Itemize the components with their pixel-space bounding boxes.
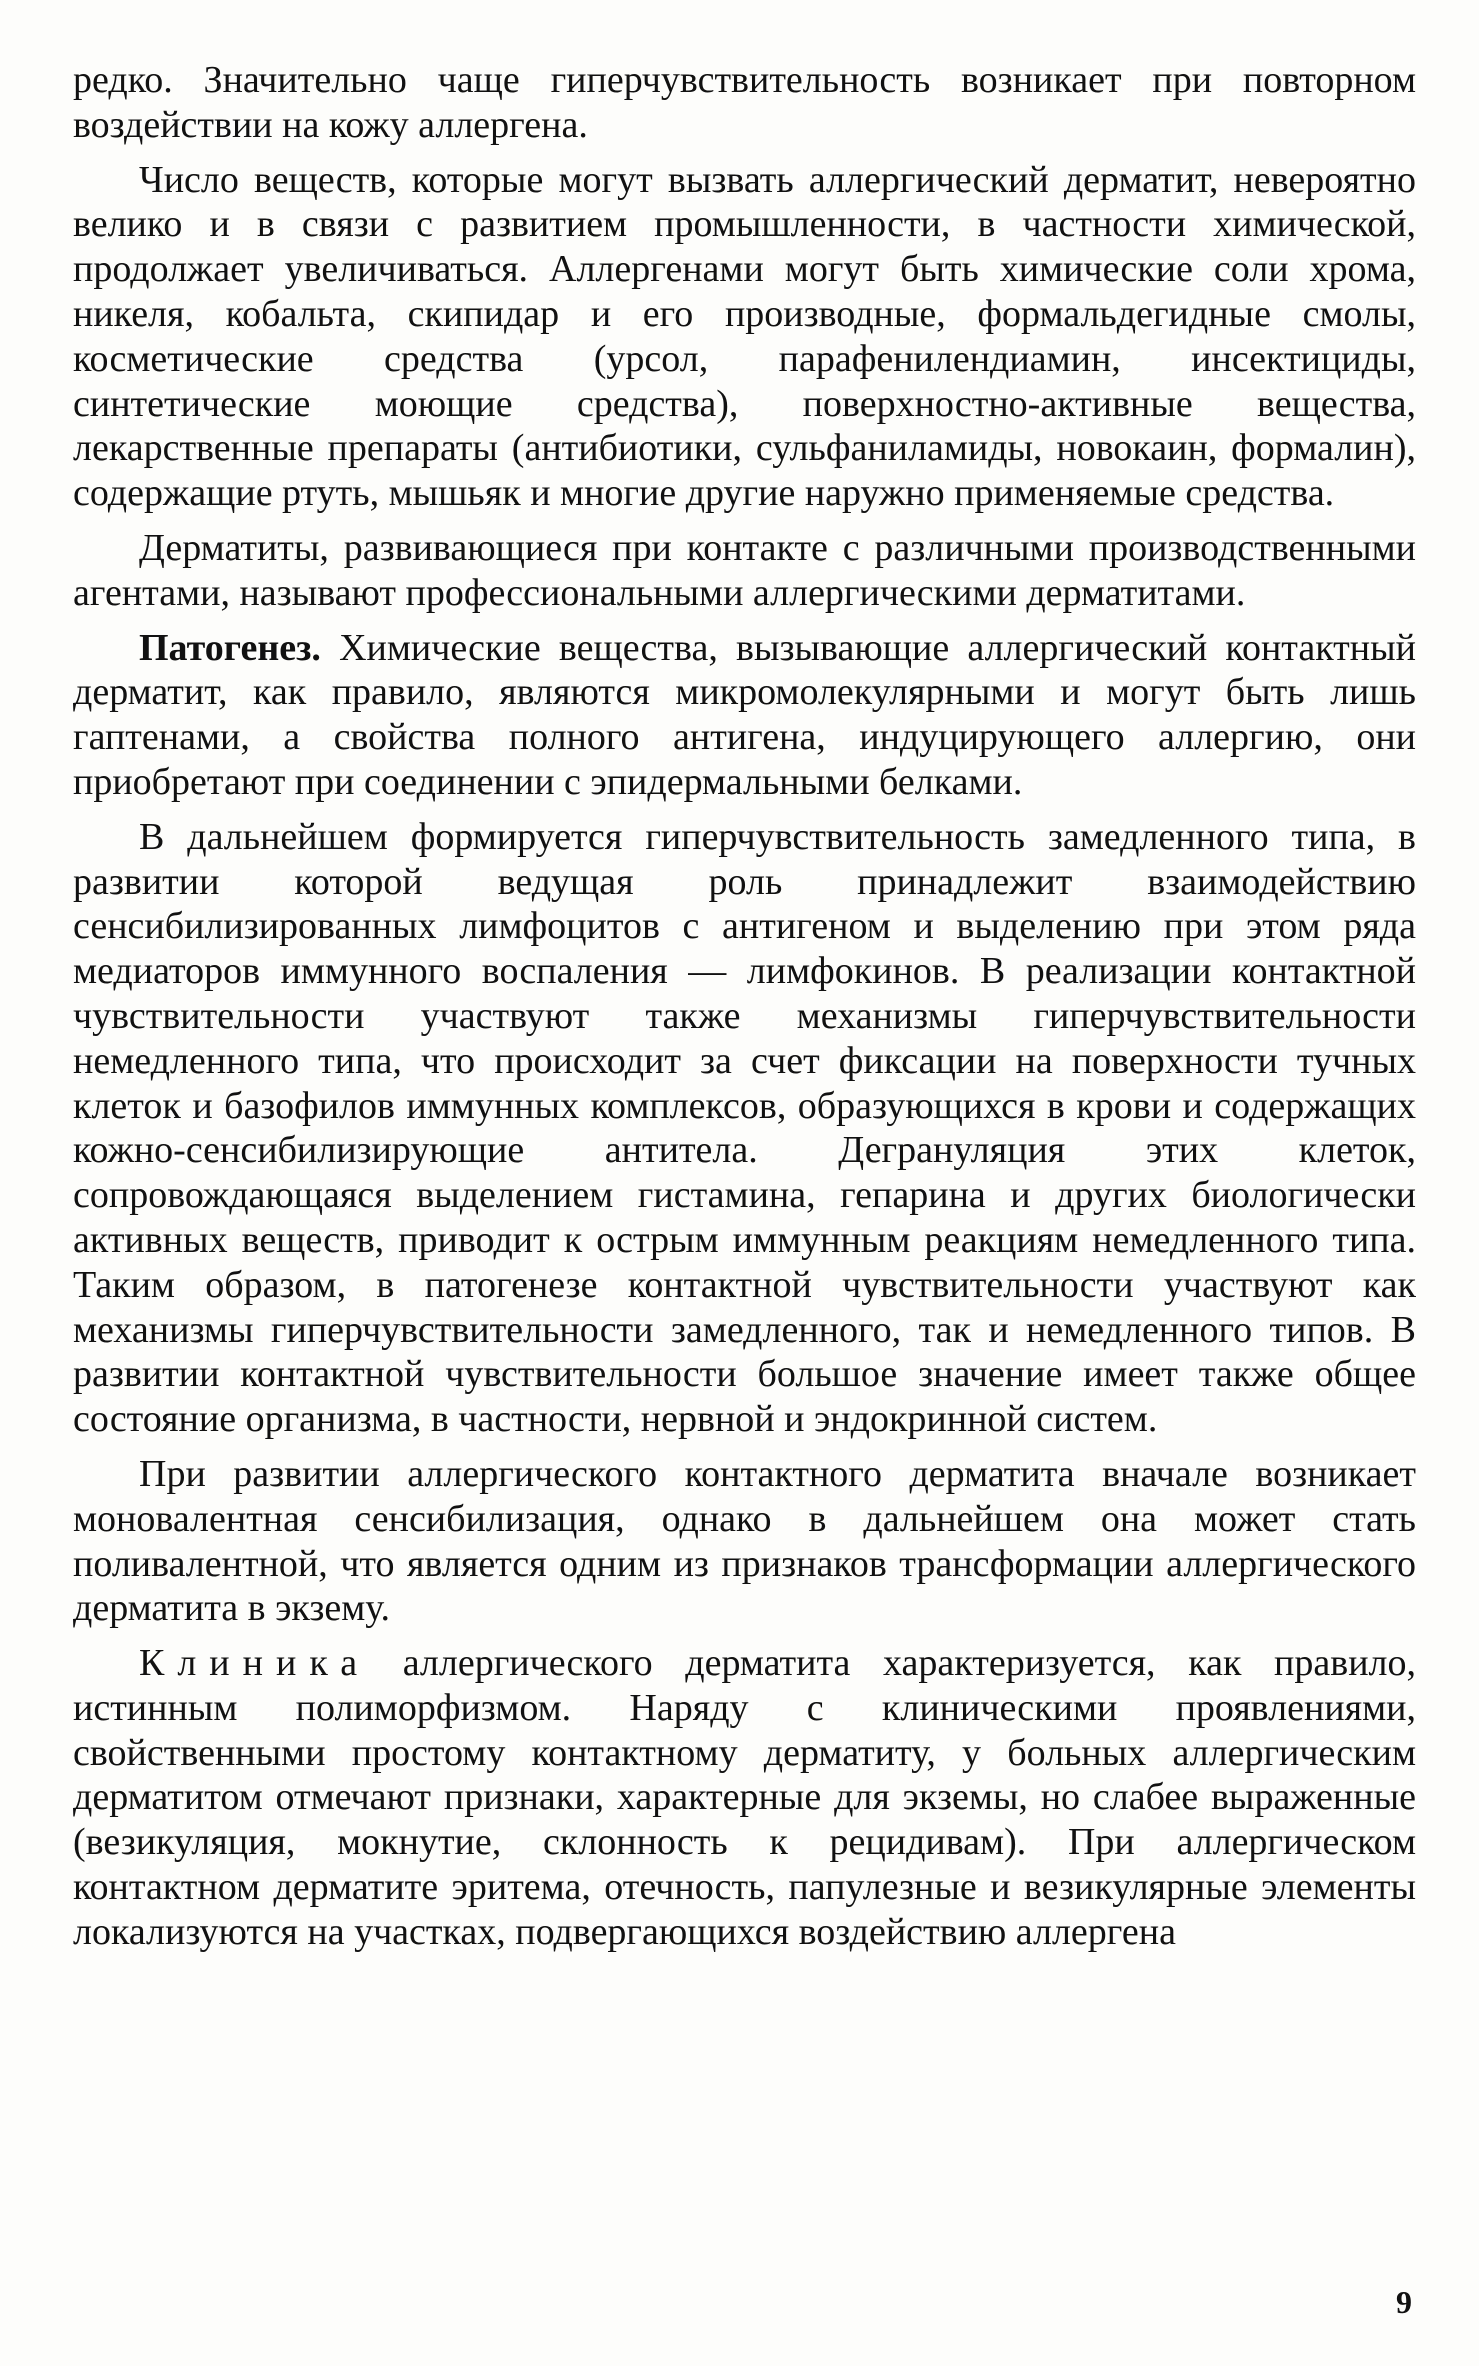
paragraph-3-text: Дерматиты, развивающиеся при контакте с различными производственными агентами, называют профессиональными аллергическими дерматитами. xyxy=(73,526,1416,614)
paragraph-2-text: Число веществ, которые могут вызвать аллергический дерматит, невероятно велико и в связи с развитием промышленности, в частности химической, продолжает увеличиваться. Аллергенами могут быть химические соли хрома, никеля, кобальта, скипидар и его производные, формальдегидные смолы, косметические средства (урсол, парафенилендиамин, инсектициды, синтетические моющие средства), поверхностно-активные вещества, лекарственные препараты (антибиотики, сульфаниламиды, новокаин, формалин), содержащие ртуть, мышьяк и многие другие наружно применяемые средства. xyxy=(73,158,1416,515)
paragraph-3 xyxy=(73,526,1416,616)
page-number: 9 xyxy=(1396,2284,1412,2320)
paragraph-6-text: При развитии аллергического контактного дерматита вначале возникает моновалентная сенсибилизация, однако в дальнейшем она может стать поливалентной, что является одним из признаков трансформации аллергического дерматита в экзему. xyxy=(73,1452,1416,1630)
paragraph-7 xyxy=(73,1641,1416,1955)
paragraph-5 xyxy=(73,815,1416,1442)
paragraph-6 xyxy=(73,1452,1416,1631)
paragraph-1-text: редко. Значительно чаще гиперчувствительность возникает при повторном воздействии на кожу аллергена. xyxy=(73,59,1416,146)
paragraph-4 xyxy=(73,626,1416,805)
paragraph-4-text: Химические вещества, вызывающие аллергический контактный дерматит, как правило, являются микромолекулярными и могут быть лишь гаптенами, а свойства полного антигена, индуцирующего аллергию, они приобретают при соединении с эпидермальными белками. xyxy=(73,626,1416,803)
paragraph-1 xyxy=(73,58,1416,148)
paragraph-7-text: аллергического дерматита характеризуется, как правило, истинным полиморфизмом. Наряду с клиническими проявлениями, свойственными простому контактному дерматиту, у больных аллергическим дерматитом отмечают признаки, характерные для экземы, но слабее выраженные (везикуляция, мокнутие, склонность к рецидивам). При аллергическом контактном дерматите эритема, отечность, папулезные и везикулярные элементы локализуются на участках, подвергающихся воздействию аллергена xyxy=(73,1642,1416,1953)
body-text xyxy=(73,58,1416,1965)
clinic-heading: Клиника xyxy=(139,1642,371,1685)
paragraph-5-text: В дальнейшем формируется гиперчувствительность замедленного типа, в развитии которой ведущая роль принадлежит взаимодействию сенсибилизированных лимфоцитов с антигеном и выделению при этом ряда медиаторов иммунного воспаления — лимфокинов. В реализации контактной чувствительности участвуют также механизмы гиперчувствительности немедленного типа, что происходит за счет фиксации на поверхности тучных клеток и базофилов иммунных комплексов, образующихся в крови и содержащих кожно-сенсибилизирующие антитела. Дегрануляция этих клеток, сопровождающаяся выделением гистамина, гепарина и других биологически активных веществ, приводит к острым иммунным реакциям немедленного типа. Таким образом, в патогенезе контактной чувствительности участвуют как механизмы гиперчувствительности замедленного, так и немедленного типов. В развитии контактной чувствительности большое значение имеет также общее состояние организма, в частности, нервной и эндокринной систем. xyxy=(73,815,1416,1441)
pathogenesis-heading: Патогенез. xyxy=(139,626,321,669)
paragraph-2 xyxy=(73,158,1416,516)
